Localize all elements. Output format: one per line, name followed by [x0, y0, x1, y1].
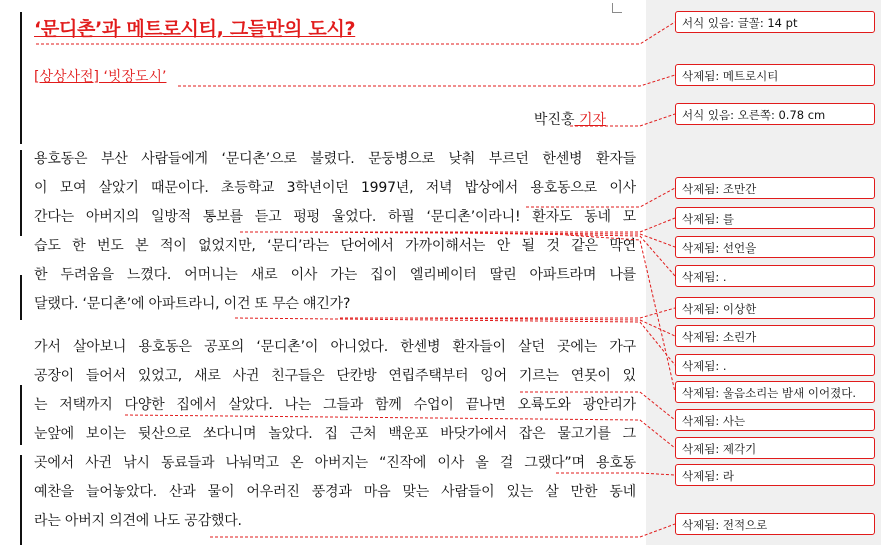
- revision-balloon[interactable]: 삭제됨: 를: [675, 207, 875, 229]
- revision-balloon[interactable]: 서식 있음: 글꼴: 14 pt: [675, 11, 875, 33]
- text-line: 곳에서 사귄 낚시 동료들과 나눠먹고 온 아버지는 “진작에 이사 올 걸 그랬다”며 용호동: [34, 455, 636, 471]
- revision-balloon[interactable]: 삭제됨: 제각기: [675, 437, 875, 459]
- text-line: 이 모여 살았기 때문이다. 초등학교 3학년이던 1997년, 저녁 밥상에서 용호동으로 이사: [34, 180, 636, 196]
- byline[interactable]: [534, 109, 606, 129]
- revision-balloon[interactable]: 삭제됨: .: [675, 265, 875, 287]
- revision-balloon[interactable]: 서식 있음: 오른쪽: 0.78 cm: [675, 103, 875, 125]
- text-line: 용호동은 부산 사람들에게 ‘문디촌’으로 불렸다. 문둥병으로 낮춰 부르던 한센병 환자들: [34, 151, 636, 167]
- byline-role: 기자: [574, 112, 606, 128]
- paragraph-1[interactable]: [34, 145, 636, 319]
- revision-balloon[interactable]: 삭제됨: 조만간: [675, 177, 875, 199]
- byline-name: 박진홍: [533, 112, 575, 128]
- revision-balloon[interactable]: 삭제됨: 전적으로: [675, 513, 875, 535]
- text-line: 라는 아버지 의견에 나도 공감했다.: [34, 513, 242, 529]
- change-bar: [20, 12, 22, 144]
- text-line: 는 저택까지 다양한 집에서 살았다. 나는 그들과 함께 수업이 끝나면 오륙도와 광안리가: [34, 397, 636, 413]
- text-line: 공장이 들어서 있었고, 새로 사귄 친구들은 단칸방 연립주택부터 잉어 기르는 연못이 있: [34, 368, 636, 384]
- change-bar: [20, 275, 22, 320]
- revision-balloon[interactable]: 삭제됨: .: [675, 354, 875, 376]
- article-title[interactable]: ‘문디촌’과 메트로시티, 그들만의 도시?: [34, 18, 356, 40]
- text-line: 달랬다. ‘문디촌’에 아파트라니, 이건 또 무슨 얘긴가?: [34, 296, 351, 312]
- revision-balloon[interactable]: 삭제됨: 울음소리는 밤새 이어졌다.: [675, 381, 875, 403]
- revision-balloon[interactable]: 삭제됨: 선언을: [675, 236, 875, 258]
- revision-balloon[interactable]: 삭제됨: 사는: [675, 409, 875, 431]
- text-line: 한 두려움을 느꼈다. 어머니는 새로 이사 가는 집이 엘리베이터 딸린 아파트라며 나를: [34, 267, 636, 283]
- revision-balloon[interactable]: 삭제됨: 이상한: [675, 297, 875, 319]
- revision-balloon[interactable]: 삭제됨: 라: [675, 464, 875, 486]
- revision-balloon[interactable]: 삭제됨: 메트로시티: [675, 64, 875, 86]
- change-bar: [20, 385, 22, 445]
- text-line: 예찬을 늘어놓았다. 산과 물이 어우러진 풍경과 마음 맞는 사람들이 있는 살 만한 동네: [34, 484, 636, 500]
- change-bar: [20, 455, 22, 545]
- text-line: 눈앞에 보이는 뒷산으로 쏘다니며 놀았다. 집 근처 백운포 바닷가에서 잡은 물고기를 그: [34, 426, 636, 442]
- revision-balloon[interactable]: 삭제됨: 소린가: [675, 325, 875, 347]
- article-subtitle[interactable]: [상상사전] ‘빗장도시’: [34, 69, 167, 85]
- text-line: 습도 한 번도 본 적이 없었지만, ‘문디’라는 단어에서 가까이해서는 안 될 것 같은 막연: [34, 238, 636, 254]
- text-line: 가서 살아보니 용호동은 공포의 ‘문디촌’이 아니었다. 한센병 환자들이 살던 곳에는 가구: [34, 339, 636, 355]
- page-corner-mark: [612, 3, 622, 13]
- text-line: 간다는 아버지의 일방적 통보를 듣고 펑펑 울었다. 하필 ‘문디촌’이라니! 환자도 동네 모: [34, 209, 636, 225]
- paragraph-2[interactable]: [34, 333, 636, 536]
- change-bar: [20, 150, 22, 236]
